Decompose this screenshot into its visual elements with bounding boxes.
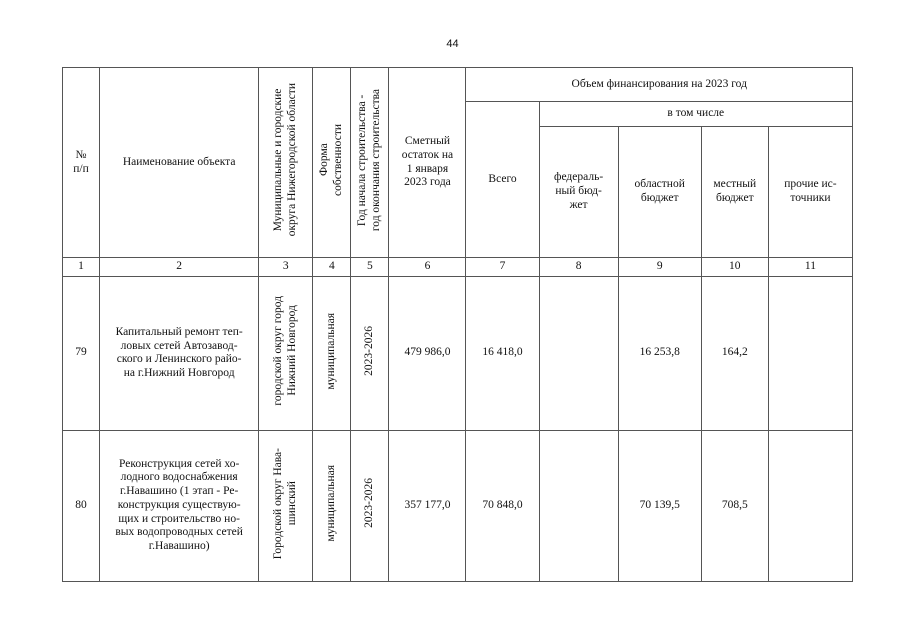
page-number: 44: [446, 38, 459, 50]
header-federal: федераль- ный бюд- жет: [539, 127, 618, 258]
column-number: 9: [618, 258, 701, 277]
table-row: [63, 276, 853, 430]
header-estimate: Сметный остаток на 1 января 2023 года: [389, 68, 466, 258]
column-number: 5: [351, 258, 389, 277]
row-years: 2023-2026: [351, 430, 389, 581]
row-local: 164,2: [701, 276, 768, 430]
table-row: [63, 430, 853, 581]
row-ownership: муниципальная: [313, 276, 351, 430]
column-number: 8: [539, 258, 618, 277]
header-years: Год начала строительства - год окончания строительства: [351, 68, 389, 258]
row-federal: [539, 430, 618, 581]
row-municipality: городской округ город Нижний Новгород: [259, 276, 313, 430]
header-no: № п/п: [63, 68, 100, 258]
row-other: [768, 430, 852, 581]
header-name: Наименование объекта: [100, 68, 259, 258]
header-including: в том числе: [539, 102, 852, 127]
row-federal: [539, 276, 618, 430]
row-years: 2023-2026: [351, 276, 389, 430]
column-number: 2: [100, 258, 259, 277]
row-total: 70 848,0: [466, 430, 539, 581]
column-number: 7: [466, 258, 539, 277]
row-regional: 16 253,8: [618, 276, 701, 430]
header-funding: Объем финансирования на 2023 год: [466, 68, 853, 102]
column-numbers-row: [63, 258, 853, 277]
header-municipality: Муниципальные и городские округа Нижегородской области: [259, 68, 313, 258]
row-estimate: 357 177,0: [389, 430, 466, 581]
row-total: 16 418,0: [466, 276, 539, 430]
row-object-name: Реконструкция сетей хо- лодного водоснабжения г.Навашино (1 этап - Ре- конструкция существую- щих и строительство но- вых водопроводных сетей г.Навашино): [100, 430, 259, 581]
column-number: 11: [768, 258, 852, 277]
row-no: 79: [63, 276, 100, 430]
row-ownership: муниципальная: [313, 430, 351, 581]
column-number: 10: [701, 258, 768, 277]
row-municipality: Городской округ Нава- шинский: [259, 430, 313, 581]
row-no: 80: [63, 430, 100, 581]
row-regional: 70 139,5: [618, 430, 701, 581]
column-number: 1: [63, 258, 100, 277]
header-row-1: [63, 68, 853, 102]
header-total: Всего: [466, 102, 539, 258]
column-number: 4: [313, 258, 351, 277]
financing-table: [62, 67, 853, 582]
column-number: 6: [389, 258, 466, 277]
row-estimate: 479 986,0: [389, 276, 466, 430]
column-number: 3: [259, 258, 313, 277]
header-local: местный бюджет: [701, 127, 768, 258]
row-local: 708,5: [701, 430, 768, 581]
row-object-name: Капитальный ремонт теп- ловых сетей Автозавод- ского и Ленинского райо- на г.Нижний Новгород: [100, 276, 259, 430]
header-other: прочие ис- точники: [768, 127, 852, 258]
header-regional: областной бюджет: [618, 127, 701, 258]
header-ownership: Форма собственности: [313, 68, 351, 258]
row-other: [768, 276, 852, 430]
